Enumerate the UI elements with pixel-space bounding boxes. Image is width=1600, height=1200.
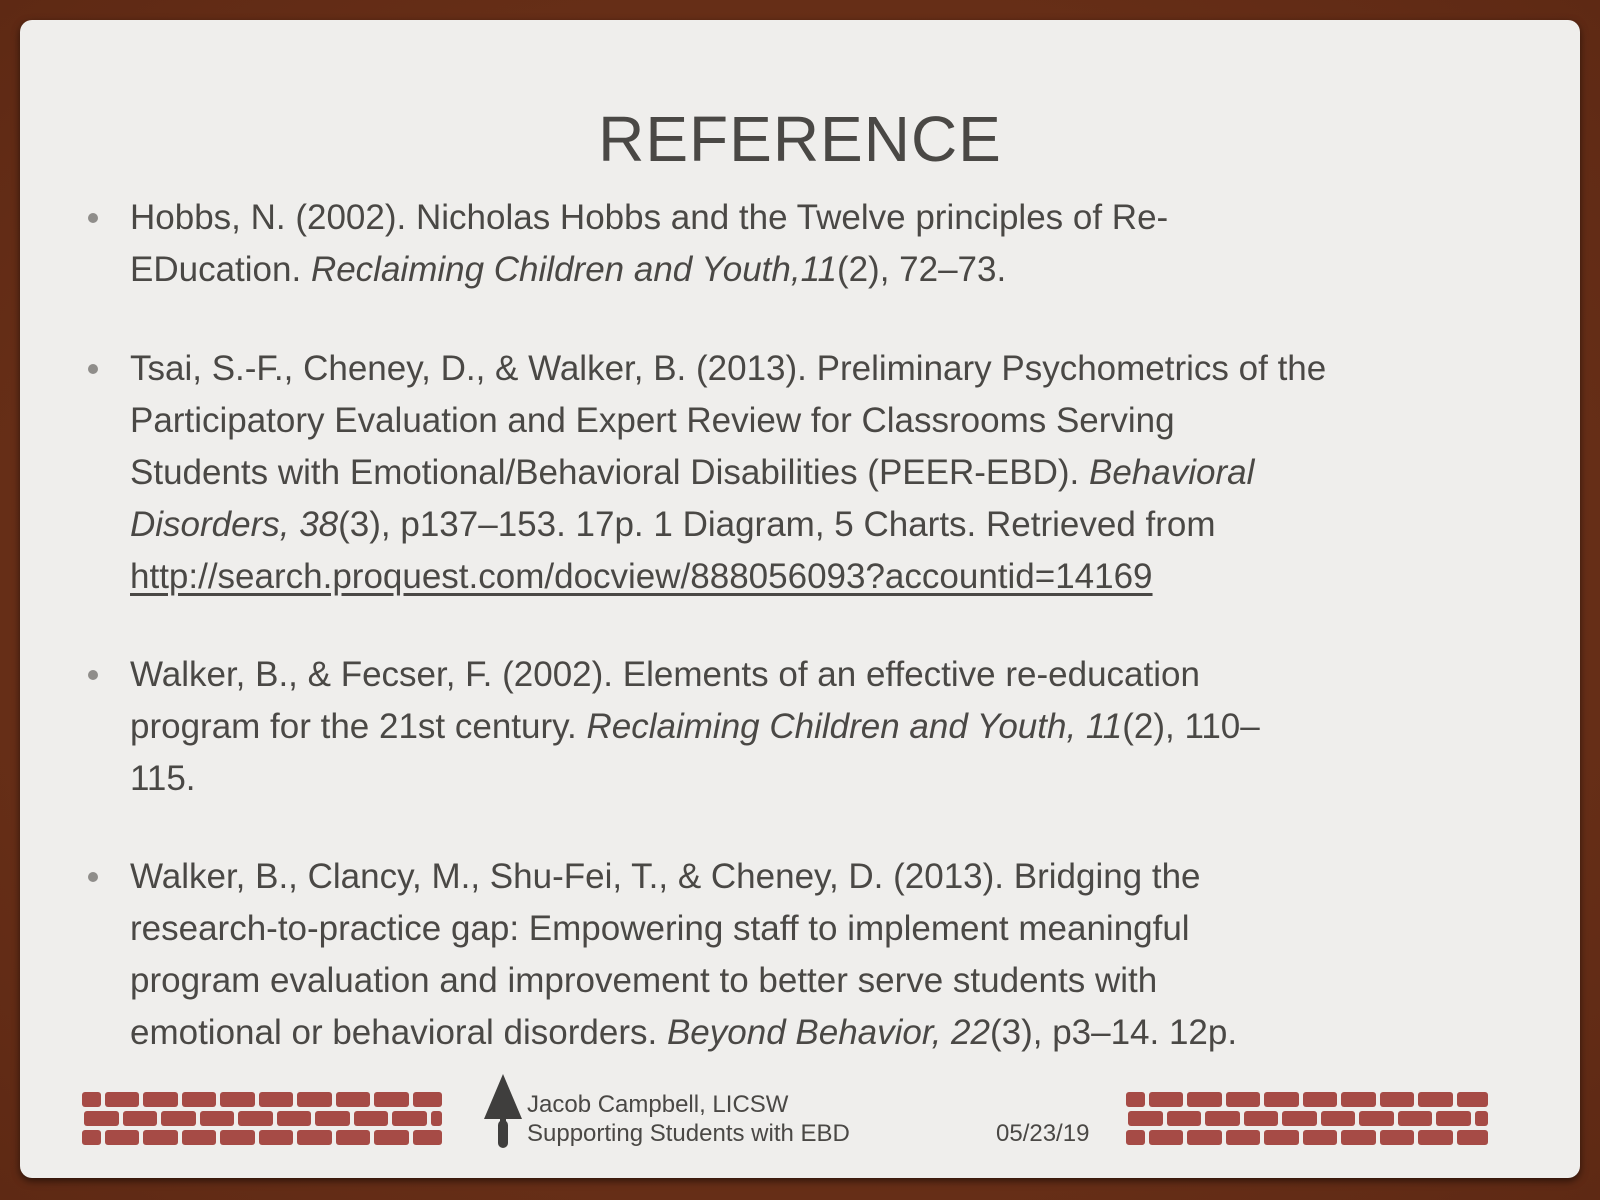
brick <box>200 1111 235 1126</box>
brick <box>392 1111 427 1126</box>
reference-line <box>130 505 1216 545</box>
brick <box>82 1092 101 1107</box>
brick <box>259 1130 294 1145</box>
brick <box>1303 1130 1338 1145</box>
brick <box>1457 1092 1489 1107</box>
brick <box>220 1130 255 1145</box>
brick <box>1457 1130 1489 1145</box>
brick <box>1398 1111 1433 1126</box>
brick <box>123 1111 158 1126</box>
reference-text: (2), 72–73. <box>836 250 1007 289</box>
brick <box>315 1111 350 1126</box>
brick <box>336 1130 371 1145</box>
brick <box>374 1130 409 1145</box>
brick <box>374 1092 409 1107</box>
reference-text: Hobbs, N. (2002). Nicholas Hobbs and the Twelve principles of Re- <box>130 198 1169 237</box>
brick <box>1264 1092 1299 1107</box>
reference-link[interactable]: http://search.proquest.com/docview/888056093?accountid=14169 <box>130 557 1153 596</box>
brick <box>82 1130 101 1145</box>
journal-title: Beyond Behavior, 22 <box>666 1013 990 1052</box>
reference-text: Participatory Evaluation and Expert Review for Classrooms Serving <box>130 401 1175 440</box>
brick <box>161 1111 196 1126</box>
reference-line <box>130 250 1006 290</box>
brick <box>413 1092 443 1107</box>
brick <box>84 1111 119 1126</box>
brick <box>1264 1130 1299 1145</box>
brick <box>413 1130 443 1145</box>
brick <box>1475 1111 1489 1126</box>
brick <box>220 1092 255 1107</box>
reference-line <box>130 198 1168 238</box>
brick <box>297 1092 332 1107</box>
brick <box>1436 1111 1471 1126</box>
journal-title: Behavioral <box>1089 453 1255 492</box>
reference-line <box>130 707 1260 747</box>
brick <box>1205 1111 1240 1126</box>
brick <box>143 1130 178 1145</box>
reference-text: Walker, B., Clancy, M., Shu-Fei, T., & Cheney, D. (2013). Bridging the <box>130 857 1201 896</box>
brick <box>1380 1130 1415 1145</box>
journal-title: Disorders, 38 <box>130 505 339 544</box>
journal-title: Reclaiming Children and Youth, 11 <box>586 707 1123 746</box>
brick <box>259 1092 294 1107</box>
reference-text: (3), p137–153. 17p. 1 Diagram, 5 Charts. Retrieved from <box>338 505 1216 544</box>
reference-text: (3), p3–14. 12p. <box>989 1013 1238 1052</box>
brick <box>1128 1111 1163 1126</box>
brick <box>143 1092 178 1107</box>
brick <box>1226 1092 1261 1107</box>
brick <box>354 1111 389 1126</box>
reference-text: research-to-practice gap: Empowering staff to implement meaningful <box>130 909 1190 948</box>
journal-title: Reclaiming Children and Youth,11 <box>310 250 837 289</box>
reference-text: 115. <box>130 759 196 798</box>
brick <box>336 1092 371 1107</box>
footer-course: Supporting Students with EBD <box>527 1120 850 1147</box>
brick <box>1187 1130 1222 1145</box>
reference-line <box>130 759 196 799</box>
reference-line <box>130 453 1254 493</box>
brick <box>1359 1111 1394 1126</box>
reference-text: Walker, B., & Fecser, F. (2002). Elements of an effective re-education <box>130 655 1200 694</box>
brick <box>1418 1092 1453 1107</box>
reference-line <box>130 557 1153 597</box>
brick <box>1226 1130 1261 1145</box>
footer-author: Jacob Campbell, LICSW <box>527 1091 789 1118</box>
reference-line <box>130 857 1201 897</box>
brick <box>1341 1130 1376 1145</box>
brick <box>105 1092 140 1107</box>
reference-line <box>130 401 1175 441</box>
brick <box>1149 1092 1184 1107</box>
reference-line <box>130 1013 1237 1053</box>
reference-text: program for the 21st century. <box>130 707 587 746</box>
brick <box>1244 1111 1279 1126</box>
bullet-icon <box>88 872 98 882</box>
brick <box>297 1130 332 1145</box>
brick <box>105 1130 140 1145</box>
brick <box>277 1111 312 1126</box>
bullet-icon <box>88 364 98 374</box>
brick <box>1321 1111 1356 1126</box>
reference-text: Students with Emotional/Behavioral Disabilities (PEER-EBD). <box>130 453 1089 492</box>
reference-line <box>130 349 1326 389</box>
reference-text: EDucation. <box>130 250 311 289</box>
reference-text: (2), 110– <box>1122 707 1260 746</box>
brick <box>1126 1092 1145 1107</box>
brick <box>1167 1111 1202 1126</box>
reference-line <box>130 961 1157 1001</box>
footer-date: 05/23/19 <box>996 1120 1090 1147</box>
slide <box>20 20 1580 1178</box>
brick <box>182 1092 217 1107</box>
brick <box>431 1111 443 1126</box>
brick <box>1418 1130 1453 1145</box>
reference-text: emotional or behavioral disorders. <box>130 1013 667 1052</box>
brick <box>1341 1092 1376 1107</box>
trowel-icon <box>483 1074 523 1148</box>
slide-title: REFERENCE <box>598 103 1002 175</box>
reference-line <box>130 655 1200 695</box>
brick <box>1149 1130 1184 1145</box>
brick <box>182 1130 217 1145</box>
reference-line <box>130 909 1190 949</box>
brick <box>1187 1092 1222 1107</box>
brick <box>1126 1130 1145 1145</box>
brick <box>1380 1092 1415 1107</box>
brick <box>1303 1092 1338 1107</box>
brick <box>1282 1111 1317 1126</box>
bullet-icon <box>88 670 98 680</box>
brick <box>238 1111 273 1126</box>
reference-text: program evaluation and improvement to better serve students with <box>130 961 1158 1000</box>
reference-text: Tsai, S.-F., Cheney, D., & Walker, B. (2013). Preliminary Psychometrics of the <box>130 349 1327 388</box>
bullet-icon <box>88 213 98 223</box>
